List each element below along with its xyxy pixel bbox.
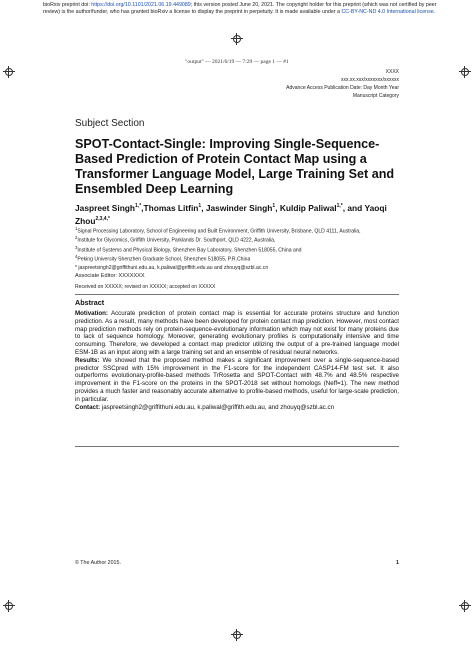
author-affil: 1,* xyxy=(135,203,142,209)
crop-mark-icon xyxy=(459,66,471,78)
affiliation-text: Institute of Systems and Physical Biology, Shenzhen Bay Laboratory, Shenzhen 518055, China and xyxy=(77,247,302,254)
notice-text-3: review) is the author/funder, who has granted bioRxiv a license to display the preprint in perpetuity. It is made available under a xyxy=(43,9,342,15)
motivation-text: Accurate prediction of protein contact map is essential for accurate proteins structure and function prediction. As a result, many methods have been developed for protein contact map prediction. However, most contact map prediction methods rely on protein-sequence-evolutionary information which may not exist for many proteins due to lack of sequence homology. Moreover, generating evolutionary profiles is computationally intensive and time consuming. Therefore, we developed a contact map predictor utilizing the output of a pre-trained language model ESM-1B as an input along with a large training set and an ensemble of residual neural networks. xyxy=(75,310,399,356)
abstract-results xyxy=(75,357,399,404)
affiliation-item xyxy=(75,235,405,244)
license-link[interactable]: CC-BY-NC-ND 4.0 International license xyxy=(341,9,434,15)
divider xyxy=(75,446,399,447)
running-header: "output" — 2021/6/19 — 7:29 — page 1 — #1 xyxy=(185,59,289,65)
author-affil: 1 xyxy=(272,203,276,209)
affiliation-number: 3 xyxy=(75,244,78,250)
doi-link[interactable]: https://doi.org/10.1101/2021.06.19.449089 xyxy=(91,2,191,8)
author-name: , Kuldip Paliwal xyxy=(275,202,337,213)
crop-mark-icon xyxy=(231,629,243,641)
affiliation-text: Institute for Glycomics, Griffith University, Parklands Dr. Southport, QLD 4222, Australia, xyxy=(77,238,276,245)
motivation-label: Motivation: xyxy=(75,310,108,317)
affiliation-item xyxy=(75,254,405,263)
affiliation-item xyxy=(75,245,405,254)
journal-doi: xxx.xx.xxx/xxxxxxx/xxxxxx xyxy=(340,77,399,83)
crop-mark-icon xyxy=(231,33,243,45)
abstract-motivation xyxy=(75,310,399,357)
subject-section: Subject Section xyxy=(75,118,145,129)
received-dates: Received on XXXXX; revised on XXXXX; accepted on XXXXX xyxy=(75,284,216,290)
affiliation-number: 1 xyxy=(75,226,78,231)
crop-mark-icon xyxy=(3,600,15,612)
author-list xyxy=(75,201,405,227)
crop-mark-icon xyxy=(459,600,471,612)
publication-date: Advance Access Publication Date: Day Month Year xyxy=(286,85,399,91)
manuscript-category: Manuscript Category xyxy=(352,93,399,99)
results-label: Results: xyxy=(75,356,100,364)
correspondence: * jaspreetsingh2@griffithuni.edu.au, k.paliwal@griffith.edu.au and zhouyq@szbl.ac.cn xyxy=(75,265,269,271)
contact-label: Contact: xyxy=(75,403,101,411)
notice-text-4: . xyxy=(433,9,436,15)
affiliation-text: Peking University Shenzhen Graduate School, Shenzhen 518055, P.R.China xyxy=(77,257,251,264)
associate-editor: Associate Editor: XXXXXXX xyxy=(75,273,145,279)
author-name: ,Thomas Litfin xyxy=(141,202,199,213)
affiliation-number: 4 xyxy=(75,254,78,260)
copyright: © The Author 2015. xyxy=(75,560,121,566)
notice-text-1: bioRxiv preprint doi: xyxy=(43,2,92,8)
author-affil: 1 xyxy=(198,203,202,209)
author-name: , Jaswinder Singh xyxy=(201,202,273,213)
preprint-notice xyxy=(43,2,453,16)
page-number: 1 xyxy=(396,560,399,566)
author-affil: 2,3,4,* xyxy=(95,215,110,222)
paper-title: SPOT-Contact-Single: Improving Single-Sequence-Based Prediction of Protein Contact Map using a Transformer Language Model, Large Training Set and Ensembled Deep Learning xyxy=(75,137,395,196)
affiliations xyxy=(75,226,405,264)
abstract-heading: Abstract xyxy=(75,298,105,307)
affiliation-text: Signal Processing Laboratory, School of Engineering and Built Environment, Griffith University, Brisbane, QLD 4111, Australia, xyxy=(77,228,361,235)
abstract-contact xyxy=(75,404,399,412)
notice-text-2: ; this version posted June 20, 2021. The copyright holder for this preprint (which was not certified by peer xyxy=(190,2,437,8)
contact-text: jaspreetsingh2@griffithuni.edu.au, k.paliwal@griffith.edu.au, and zhouyq@szbl.ac.cn xyxy=(100,403,335,411)
author-name: Jaspreet Singh xyxy=(75,202,136,213)
author-name: , and Yaoqi Zhou xyxy=(75,202,387,226)
results-text: We showed that the proposed method makes a significant improvement over a single-sequence-based predictor SSCpred with 15% improvement in the F1-score for the independent CASP14-FM test set. It also outperforms evolutionary-profile-based methods TrRosetta and SPOT-Contact with 48.7% and 48.5% respective improvement in the F1-score on the proteins in the SPOT-2018 set without homologs (Neff=1). The new method provides a much faster and reasonably accurate alternative to profile-based methods, useful for large-scale prediction, in particular. xyxy=(75,356,399,403)
abstract-body xyxy=(75,310,399,411)
author-affil: 1,* xyxy=(336,203,343,209)
affiliation-item xyxy=(75,226,405,235)
divider xyxy=(75,294,399,295)
journal-code: XXXX xyxy=(385,69,399,75)
affiliation-number: 2 xyxy=(75,235,78,241)
crop-mark-icon xyxy=(3,66,15,78)
